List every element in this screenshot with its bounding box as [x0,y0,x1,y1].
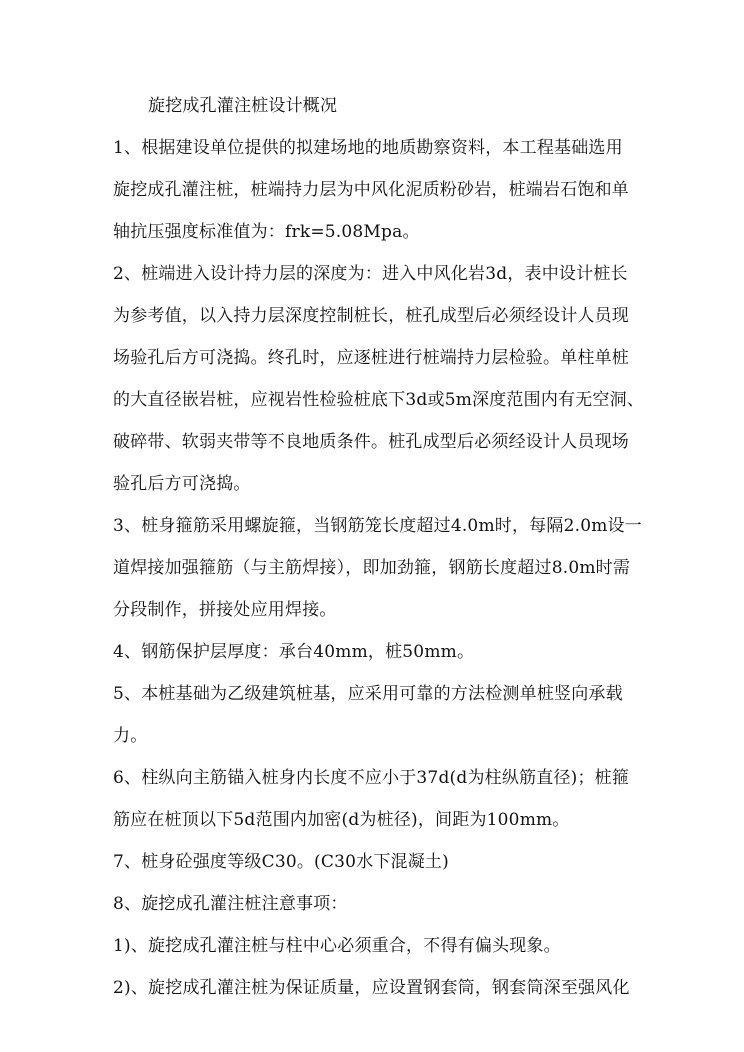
text-line: 6、柱纵向主筋锚入桩身内长度不应小于37d(d为柱纵筋直径)；桩箍 [113,768,630,788]
text-line: 1)、旋挖成孔灌注桩与柱中心必须重合，不得有偏头现象。 [113,936,561,956]
text-line: 验孔后方可浇捣。 [113,474,251,494]
text-line: 旋挖成孔灌注桩，桩端持力层为中风化泥质粉砂岩，桩端岩石饱和单 [113,180,629,200]
text-line: 的大直径嵌岩桩，应视岩性检验桩底下3d或5m深度范围内有无空洞、 [113,390,645,410]
text-line: 5、本桩基础为乙级建筑桩基，应采用可靠的方法检测单桩竖向承载 [113,684,623,704]
text-line: 道焊接加强箍筋（与主筋焊接），即加劲箍，钢筋长度超过8.0m时需 [113,558,631,578]
text-line: 7、桩身砼强度等级C30。(C30水下混凝土) [113,852,449,872]
text-line: 场验孔后方可浇捣。终孔时，应逐桩进行桩端持力层检验。单柱单桩 [113,348,629,368]
text-line: 筋应在桩顶以下5d范围内加密(d为桩径)，间距为100mm。 [113,810,570,830]
text-line: 8、旋挖成孔灌注桩注意事项： [113,894,348,914]
document-title: 旋挖成孔灌注桩设计概况 [148,96,338,116]
text-line: 4、钢筋保护层厚度：承台40mm，桩50mm。 [113,642,475,662]
text-line: 为参考值，以入持力层深度控制桩长，桩孔成型后必须经设计人员现 [113,306,629,326]
text-line: 破碎带、软弱夹带等不良地质条件。桩孔成型后必须经设计人员现场 [113,432,629,452]
text-line: 力。 [113,726,148,746]
text-line: 分段制作，拼接处应用焊接。 [113,600,337,620]
text-line: 2、桩端进入设计持力层的深度为：进入中风化岩3d，表中设计桩长 [113,264,628,284]
text-line: 1、根据建设单位提供的拟建场地的地质勘察资料，本工程基础选用 [113,138,623,158]
text-line: 轴抗压强度标准值为：frk=5.08Mpa。 [113,222,420,242]
text-line: 2)、旋挖成孔灌注桩为保证质量，应设置钢套筒，钢套筒深至强风化 [113,978,630,998]
text-line: 3、桩身箍筋采用螺旋箍，当钢筋笼长度超过4.0m时，每隔2.0m设一 [113,516,642,536]
